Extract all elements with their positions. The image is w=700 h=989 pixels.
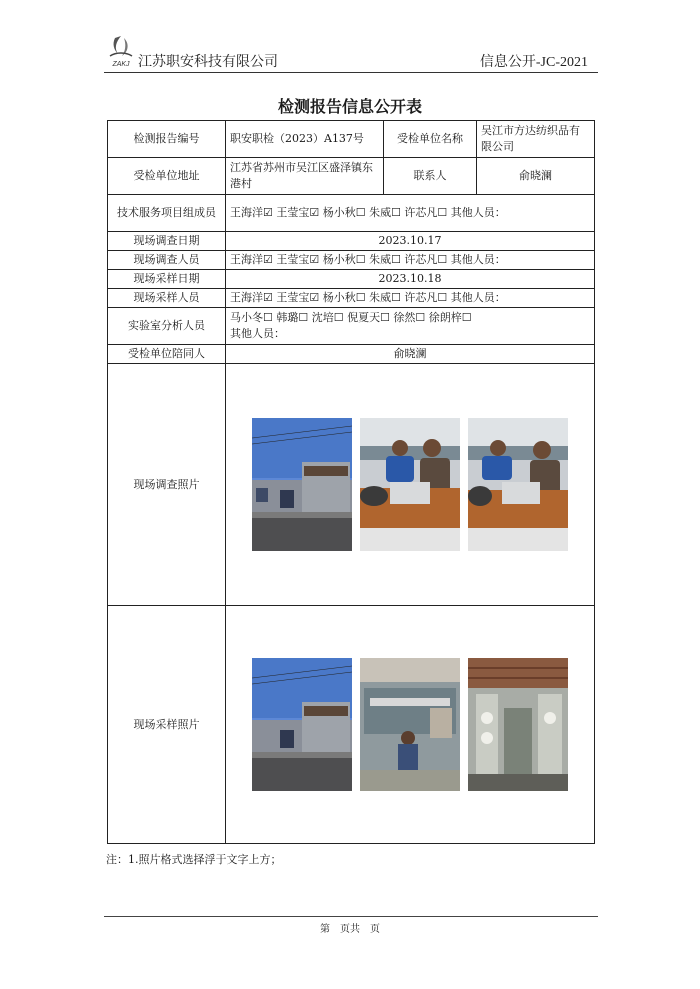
table-row — [108, 345, 595, 364]
table-row — [108, 364, 595, 606]
sampling-photo-building — [252, 658, 352, 791]
survey-date-label: 现场调查日期 — [108, 232, 226, 251]
sampling-photos-label: 现场采样照片 — [108, 606, 226, 844]
survey-staff-value: 王海洋☑ 王莹宝☑ 杨小秋☐ 朱威☐ 许芯凡☐ 其他人员： — [226, 251, 595, 270]
survey-photo-meeting — [360, 418, 460, 551]
note-text: 注：1.照片格式选择浮于文字上方； — [106, 853, 282, 866]
survey-photos-label: 现场调查照片 — [108, 364, 226, 606]
table-row — [108, 270, 595, 289]
report-no-value: 职安职检（2023）A137号 — [226, 121, 384, 158]
contact-label: 联系人 — [384, 158, 477, 195]
table-row — [108, 251, 595, 270]
page-title: 检测报告信息公开表 — [277, 97, 422, 116]
document-code: 信息公开-JC-2021 — [479, 55, 588, 70]
table-row — [108, 195, 595, 232]
sampling-photo-machine — [360, 658, 460, 791]
table-row — [108, 606, 595, 844]
svg-text:ZAKJ: ZAKJ — [112, 61, 130, 68]
client-value: 吴江市方达纺织品有限公司 — [477, 121, 595, 158]
contact-value: 俞晓澜 — [477, 158, 595, 195]
sampling-photo-workshop — [468, 658, 568, 791]
lab-staff-label: 实验室分析人员 — [108, 308, 226, 345]
table-row — [108, 158, 595, 195]
address-label: 受检单位地址 — [108, 158, 226, 195]
info-table — [107, 120, 595, 844]
table-row — [108, 308, 595, 345]
lab-staff-value — [226, 308, 595, 345]
service-team-value: 王海洋☑ 王莹宝☑ 杨小秋☐ 朱威☐ 许芯凡☐ 其他人员： — [226, 195, 595, 232]
report-no-label: 检测报告编号 — [108, 121, 226, 158]
service-team-label: 技术服务项目组成员 — [108, 195, 226, 232]
survey-photo-building — [252, 418, 352, 551]
escort-label: 受检单位陪同人 — [108, 345, 226, 364]
address-value: 江苏省苏州市吴江区盛泽镇东港村 — [226, 158, 384, 195]
sampling-staff-value: 王海洋☑ 王莹宝☑ 杨小秋☐ 朱威☐ 许芯凡☐ 其他人员： — [226, 289, 595, 308]
lab-staff-line1: 马小冬☐ 韩璐☐ 沈培☐ 倪夏天☐ 徐然☐ 徐朗梓☐ — [230, 311, 472, 324]
survey-staff-label: 现场调查人员 — [108, 251, 226, 270]
lab-staff-line2: 其他人员： — [230, 327, 285, 340]
page-header — [104, 46, 598, 73]
sampling-date-value: 2023.10.18 — [226, 270, 595, 289]
sampling-staff-label: 现场采样人员 — [108, 289, 226, 308]
table-row — [108, 232, 595, 251]
company-logo-icon — [104, 32, 138, 70]
survey-photos-cell — [226, 364, 595, 606]
table-row — [108, 121, 595, 158]
company-name: 江苏职安科技有限公司 — [138, 55, 278, 70]
survey-date-value: 2023.10.17 — [226, 232, 595, 251]
escort-value: 俞晓澜 — [226, 345, 595, 364]
sampling-photos-cell — [226, 606, 595, 844]
sampling-date-label: 现场采样日期 — [108, 270, 226, 289]
footer-divider — [104, 916, 598, 917]
page-footer: 第 页共 页 — [320, 924, 380, 935]
client-label: 受检单位名称 — [384, 121, 477, 158]
survey-photo-meeting-2 — [468, 418, 568, 551]
table-row — [108, 289, 595, 308]
